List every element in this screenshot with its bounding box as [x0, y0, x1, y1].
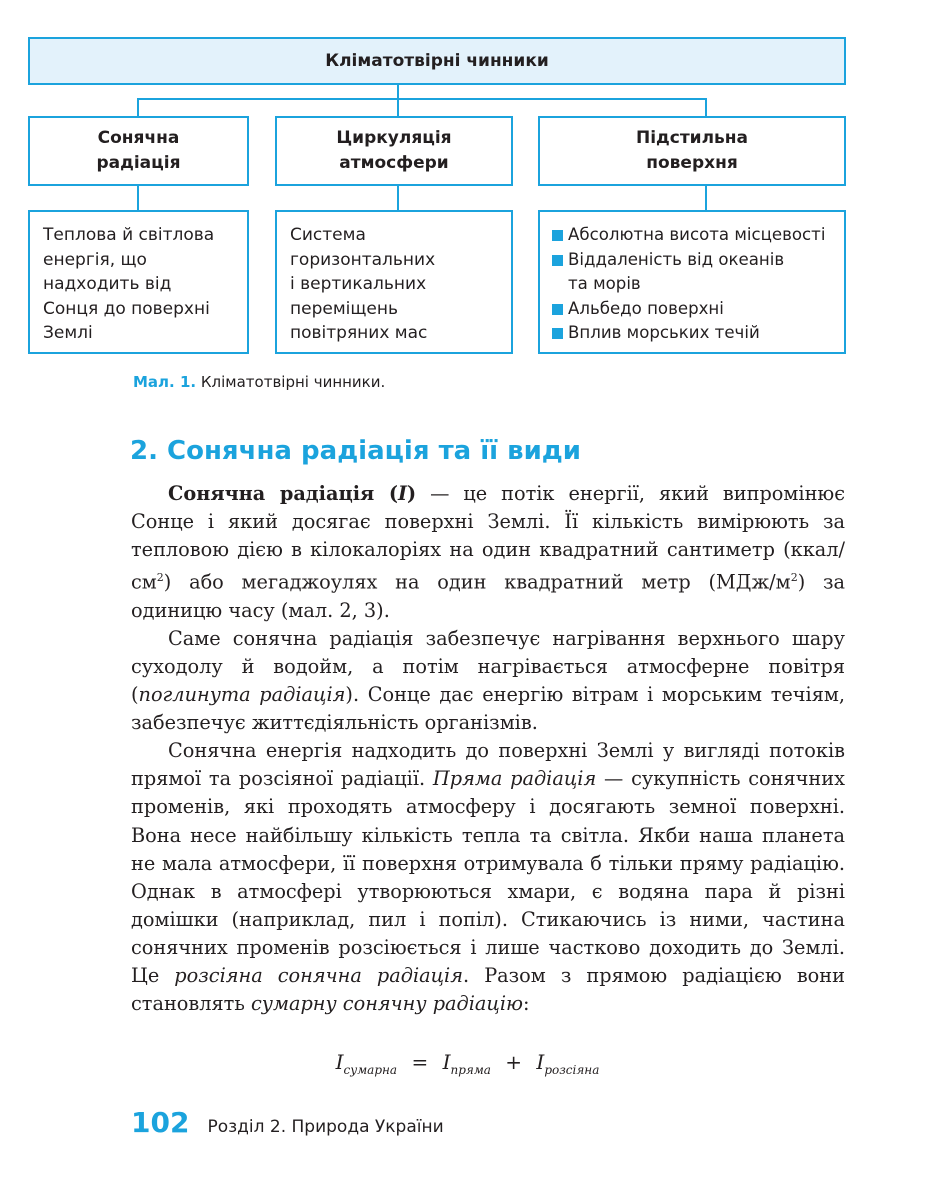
formula-symbol: I — [335, 1050, 344, 1074]
connector-middle — [397, 98, 399, 116]
header-underlying-surface — [538, 116, 846, 186]
italic-term: розсіяна сонячна радіація — [174, 964, 463, 988]
diagram-title-box — [28, 37, 846, 85]
bullet-item — [552, 248, 844, 273]
bullet-continuation: та морів — [568, 274, 641, 294]
desc-line: горизонтальних — [290, 249, 436, 270]
formula-operator: + — [505, 1050, 523, 1074]
connector-middle-lower — [397, 186, 399, 210]
connector-trunk — [397, 85, 399, 99]
desc-line: надходить від — [43, 274, 172, 295]
desc-atmosphere-circulation — [275, 210, 513, 354]
connector-left — [137, 98, 139, 116]
header-line: Підстильна — [635, 128, 749, 148]
desc-line: Сонця до поверхні — [43, 298, 210, 319]
header-line: Циркуляція — [336, 128, 452, 148]
diagram-title: Кліматотвірні чинники — [325, 51, 549, 71]
header-line: Сонячна — [97, 128, 180, 148]
text-run: . Разом з прямою радіацією вони становлять — [131, 964, 845, 1016]
formula-symbol: I — [442, 1050, 451, 1074]
desc-line: Землі — [43, 323, 93, 344]
header-line: поверхня — [646, 153, 738, 173]
italic-term: Пряма радіація — [432, 767, 597, 791]
text-run: : — [523, 992, 530, 1016]
text-run: — це потік енергії, який випромінює Сонце і який досягає поверхні Землі. Її кількість вимірюють за тепловою дією в кілокалоріях на один квадратний сантиметр (ккал/см — [131, 482, 846, 594]
bullet-text: Віддаленість від океанів — [568, 249, 785, 269]
connector-right — [705, 98, 707, 116]
square-bullet-icon — [552, 328, 563, 339]
footer-section: Розділ 2. Природа України — [207, 1117, 444, 1137]
header-atmosphere-circulation — [275, 116, 513, 186]
caption-label: Мал. 1. — [133, 373, 197, 391]
text-run: ) або мегаджоулях на один квадратний метр (МДж/м — [163, 570, 791, 594]
desc-line: повітряних мас — [290, 323, 428, 344]
text-run: Саме сонячна радіація забезпечує нагрівання верхнього шару суходолу й водойм, а потім нагрівається атмосферне повітря ( — [131, 626, 845, 707]
bullet-item — [552, 223, 844, 248]
desc-line: Система — [290, 225, 366, 245]
formula-subscript: розсіяна — [544, 1063, 600, 1077]
page-footer — [131, 1106, 444, 1139]
connector-bar — [137, 98, 707, 100]
square-bullet-icon — [552, 304, 563, 315]
text-run: Сонячна енергія надходить до поверхні Землі у вигляді потоків прямої та розсіяної радіації. — [131, 739, 845, 791]
square-bullet-icon — [552, 255, 563, 266]
italic-term: сумарну сонячну радіацію — [250, 992, 524, 1016]
paragraph-1 — [131, 480, 845, 625]
figure-caption — [133, 373, 385, 391]
body-text — [131, 480, 845, 1018]
page-number: 102 — [131, 1106, 190, 1139]
superscript: 2 — [790, 571, 798, 585]
formula-operator: = — [411, 1050, 429, 1074]
formula-symbol: I — [536, 1050, 545, 1074]
desc-line: переміщень — [290, 298, 398, 319]
text-run: — сукупність сонячних променів, які проходять атмосферу і досягають земної поверхні. Вона несе найбільшу кількість тепла та світла. Якби наша планета не мала атмосфери, її поверхня отримувала б тільки пряму радіацію. Однак в атмосфері утворюються хмари, є водяна пара й різні домішки (наприклад, пил і попіл). Стикаючись із ними, частина сонячних променів розсіюється і лише частково доходить до Землі. Це — [131, 767, 846, 988]
desc-line: і вертикальних — [290, 274, 427, 295]
text-run: ). Сонце дає енергію вітрам і морським течіям, забезпечує життєдіяльність організмів. — [131, 683, 845, 735]
section-title: 2. Сонячна радіація та її види — [130, 436, 582, 466]
term-text: Сонячна радіація ( — [168, 482, 398, 505]
term — [168, 482, 416, 505]
header-solar-radiation — [28, 116, 249, 186]
paragraph-2 — [131, 625, 845, 737]
header-line: атмосфери — [339, 153, 449, 173]
bullet-item — [552, 321, 844, 346]
connector-right-lower — [705, 186, 707, 210]
bullet-text: Альбедо поверхні — [568, 298, 724, 318]
superscript: 2 — [156, 571, 164, 585]
caption-text: Кліматотвірні чинники. — [200, 373, 386, 391]
term-close: ) — [407, 482, 417, 505]
radiation-formula — [0, 1050, 935, 1077]
connector-left-lower — [137, 186, 139, 210]
header-line: радіація — [96, 153, 181, 173]
desc-line: Теплова й світлова — [43, 225, 215, 245]
bullet-text: Вплив морських течій — [568, 323, 760, 343]
desc-underlying-surface — [538, 210, 846, 354]
bullet-text: Абсолютна висота місцевості — [568, 225, 826, 244]
bullet-item — [552, 297, 844, 322]
italic-term: поглинута радіація — [138, 683, 346, 707]
formula-subscript: сумарна — [343, 1063, 398, 1077]
term-symbol: I — [397, 482, 408, 505]
desc-line: енергія, що — [43, 249, 147, 270]
text-run: ) за одиницю часу (мал. 2, 3). — [131, 570, 845, 622]
formula-subscript: пряма — [450, 1063, 491, 1077]
square-bullet-icon — [552, 230, 563, 241]
desc-solar-radiation — [28, 210, 249, 354]
paragraph-3 — [131, 737, 845, 1018]
